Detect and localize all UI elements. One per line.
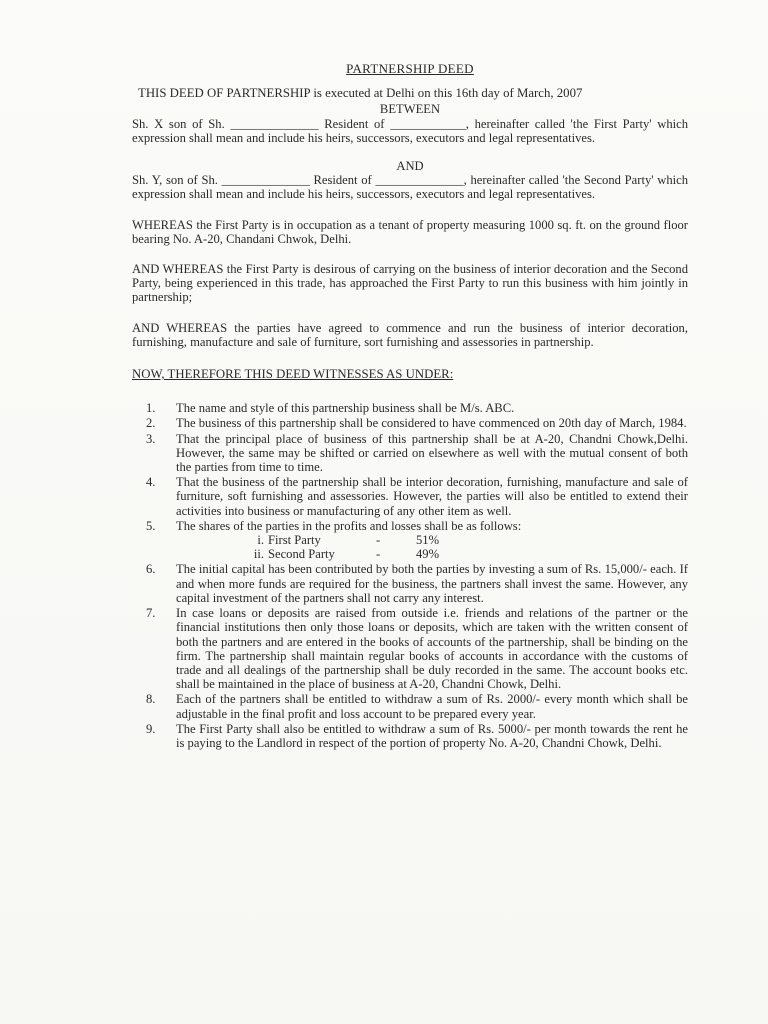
clause-text: The First Party shall also be entitled to withdraw a sum of Rs. 5000/- per month towards the rent he is paying to the Landlord in respect of the portion of property No. A-20, Chandni Chowk, Delhi. (176, 721, 688, 750)
clause-item (146, 416, 688, 431)
share-percent: 51% (416, 533, 440, 548)
clause-text: The initial capital has been contributed by both the parties by investing a sum of Rs. 15,000/- each. If and when more funds are required for the business, the partners shall invest the same. However, any capital investment of the partners shall not carry any interest. (176, 562, 688, 605)
share-row (242, 547, 688, 561)
share-row (242, 533, 688, 547)
witness-heading: NOW, THEREFORE THIS DEED WITNESSES AS UNDER: (132, 367, 454, 382)
clause-item (146, 401, 688, 416)
clause-item (146, 692, 688, 721)
clause-item (146, 475, 688, 518)
clause-item (146, 562, 688, 605)
first-party-paragraph: Sh. X son of Sh. ______________ Resident of ____________, hereinafter called 'the First Party' which expression shall mean and include his heirs, successors, executors and legal representatives. (132, 116, 688, 145)
share-separator: - (376, 547, 381, 562)
share-number: ii. (253, 547, 264, 562)
whereas-paragraph-2: AND WHEREAS the First Party is desirous of carrying on the business of interior decoration and the Second Party, being experienced in this trade, has approached the First Party to run this business with him jointly in partnership; (132, 262, 688, 305)
clause-number: 1. (146, 401, 156, 416)
clause-text: The shares of the parties in the profits and losses shall be as follows: (176, 518, 522, 533)
share-percent: 49% (416, 547, 440, 562)
shares-table (242, 533, 688, 561)
clause-text: Each of the partners shall be entitled to withdraw a sum of Rs. 2000/- every month which shall be adjustable in the final profit and loss account to be prepared every year. (176, 692, 688, 721)
second-party-paragraph: Sh. Y, son of Sh. ______________ Resident of ______________, hereinafter called 'the Second Party' which expression shall mean and include his heirs, successors, executors and legal representatives. (132, 173, 688, 202)
clause-text: The name and style of this partnership business shall be M/s. ABC. (176, 401, 515, 416)
clause-text: In case loans or deposits are raised from outside i.e. friends and relations of the partner or the financial institutions then only those loans or deposits, which are taken with the written consent of both the partners and are entered in the books of accounts of the partnership, shall be binding on the firm. The partnership shall maintain regular books of accounts in accordance with the customs of trade and all dealings of the partnership shall be duly recorded in the same. The account books etc. shall be maintained in the place of business at A-20, Chandni Chowk, Delhi. (176, 606, 688, 692)
intro-paragraph: THIS DEED OF PARTNERSHIP is executed at Delhi on this 16th day of March, 2007 (138, 86, 583, 101)
whereas-paragraph-1: WHEREAS the First Party is in occupation as a tenant of property measuring 1000 sq. ft. on the ground floor bearing No. A-20, Chandani Chwok, Delhi. (132, 217, 688, 246)
clause-number: 9. (146, 721, 156, 736)
clause-number: 4. (146, 475, 156, 490)
clause-item (146, 606, 688, 692)
clause-number: 8. (146, 692, 156, 707)
clause-number: 7. (146, 606, 156, 621)
clause-item (146, 431, 688, 475)
clause-number: 6. (146, 562, 156, 577)
clause-text: The business of this partnership shall be considered to have commenced on 20th day of March, 1984. (176, 416, 687, 431)
whereas-paragraph-3: AND WHEREAS the parties have agreed to commence and run the business of interior decoration, furnishing, manufacture and sale of furniture, sort furnishing and assessories in partnership. (132, 320, 688, 349)
clause-text: That the principal place of business of this partnership shall be at A-20, Chandni Chowk,Delhi. However, the same may be shifted or carried on elsewhere as well with the mutual consent of both the parties from time to time. (176, 431, 688, 475)
and-label: AND (396, 159, 424, 174)
between-label: BETWEEN (379, 102, 441, 117)
share-party: First Party (268, 533, 321, 548)
clause-number: 3. (146, 431, 156, 446)
document-title: PARTNERSHIP DEED (346, 61, 474, 76)
clause-item (146, 518, 688, 562)
clause-item (146, 721, 688, 750)
clause-number: 2. (146, 416, 156, 431)
clause-text: That the business of the partnership shall be interior decoration, furnishing, manufacture and sale of furniture, soft furnishing and assessories. However, the parties will also be entitled to extend their activities into business or manufacturing of any other item as well. (176, 475, 688, 518)
share-separator: - (376, 533, 381, 548)
share-number: i. (257, 533, 264, 548)
clause-list (132, 401, 688, 750)
clause-number: 5. (146, 518, 156, 533)
share-party: Second Party (268, 547, 335, 562)
